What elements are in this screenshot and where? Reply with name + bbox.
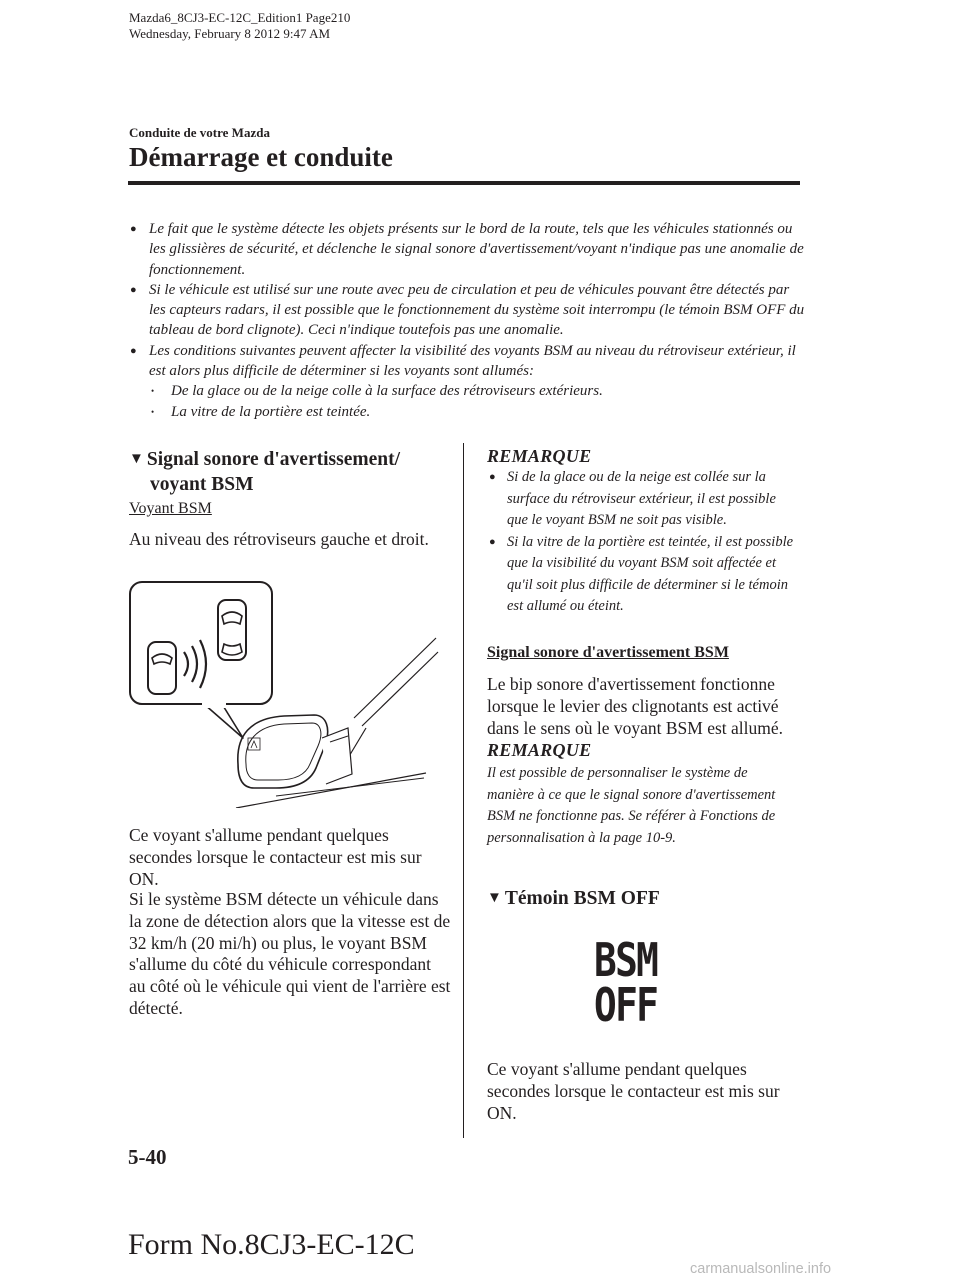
watermark: carmanualsonline.info (690, 1261, 832, 1277)
signal-sonore-paragraph: Le bip sonore d'avertissement fonctionne lorsque le levier des clignotants est activé dans le sens où le voyant BSM est allumé. (487, 674, 784, 738)
title-rule (128, 181, 800, 185)
form-number: Form No.8CJ3-EC-12C (128, 1228, 415, 1261)
remarque-title-1: REMARQUE (487, 446, 592, 466)
triangle-marker-icon: ▼ (129, 451, 144, 467)
heading-signal-voyant: ▼ Signal sonore d'avertissement/ voyant BSM (129, 449, 400, 495)
page-title: Démarrage et conduite (129, 142, 393, 172)
column-divider (463, 443, 464, 1138)
page-number: 5-40 (128, 1145, 167, 1169)
print-header-file: Mazda6_8CJ3-EC-12C_Edition1 Page210 (129, 10, 351, 25)
print-header-date: Wednesday, February 8 2012 9:47 AM (129, 26, 331, 41)
voyant-paragraph-1: Ce voyant s'allume pendant quelques secondes lorsque le contacteur est mis sur ON. (129, 825, 422, 889)
top-subbullet: • La vitre de la portière est teintée. (151, 403, 371, 420)
remarque-list-1 (487, 467, 797, 618)
top-bullet: ● Les conditions suivantes peuvent affecter la visibilité des voyants BSM au niveau du rétroviseur extérieur, il est alors plus difficile de déterminer si les voyants sont allumés: (130, 342, 796, 380)
print-header (129, 10, 350, 42)
top-bullet: ● Si le véhicule est utilisé sur une route avec peu de circulation et peu de véhicules pouvant être détectés par les capteurs radars, il est possible que le fonctionnement du système soit interrompu (le témoin BSM OFF du tableau de bord clignote). Ceci n'indique toutefois pas une anomalie. (130, 281, 805, 339)
top-bullet: ● Le fait que le système détecte les objets présents sur le bord de la route, tels que les véhicules stationnés ou les glissières de sécurité, et déclenche le signal sonore d'avertissement/voyant n'indique pas une anomalie de fonctionnement. (130, 221, 804, 278)
voyant-paragraph-2: Si le système BSM détecte un véhicule dans la zone de détection alors que la vitesse est de 32 km/h (20 mi/h) ou plus, le voyant BSM s'allume du côté du véhicule correspondant au côté où le véhicule qui vient de l'arrière est détecté. (129, 889, 451, 1018)
remarque-item: ● Si de la glace ou de la neige est collée sur la surface du rétroviseur extérieur, il est possible que le voyant BSM ne soit pas visible. (489, 469, 776, 528)
subheading-signal-sonore: Signal sonore d'avertissement BSM (487, 644, 729, 661)
remarque-title-2: REMARQUE (487, 740, 592, 760)
heading-temoin-bsm-off: ▼ Témoin BSM OFF (487, 888, 660, 909)
remarque-item: ● Si la vitre de la portière est teintée, il est possible que la visibilité du voyant BSM soit affectée et qu'il soit plus difficile de déterminer si le témoin est allumé ou éteint. (489, 533, 794, 614)
top-subbullet: • De la glace ou de la neige colle à la surface des rétroviseurs extérieurs. (151, 383, 603, 400)
section-label: Conduite de votre Mazda (129, 125, 270, 140)
bsm-off-icon: BSM OFF (594, 933, 658, 1032)
top-bullet-list (129, 219, 809, 422)
subheading-voyant-bsm: Voyant BSM (129, 500, 212, 517)
temoin-paragraph: Ce voyant s'allume pendant quelques secondes lorsque le contacteur est mis sur ON. (487, 1059, 780, 1123)
intro-text: Au niveau des rétroviseurs gauche et droit. (129, 529, 429, 549)
mirror-illustration (126, 578, 446, 808)
triangle-marker-icon: ▼ (487, 890, 502, 906)
remarque-text-2: Il est possible de personnaliser le système de manière à ce que le signal sonore d'avertissement BSM ne fonctionne pas. Se référer à Fonctions de personnalisation à la page 10-9. (487, 765, 776, 846)
